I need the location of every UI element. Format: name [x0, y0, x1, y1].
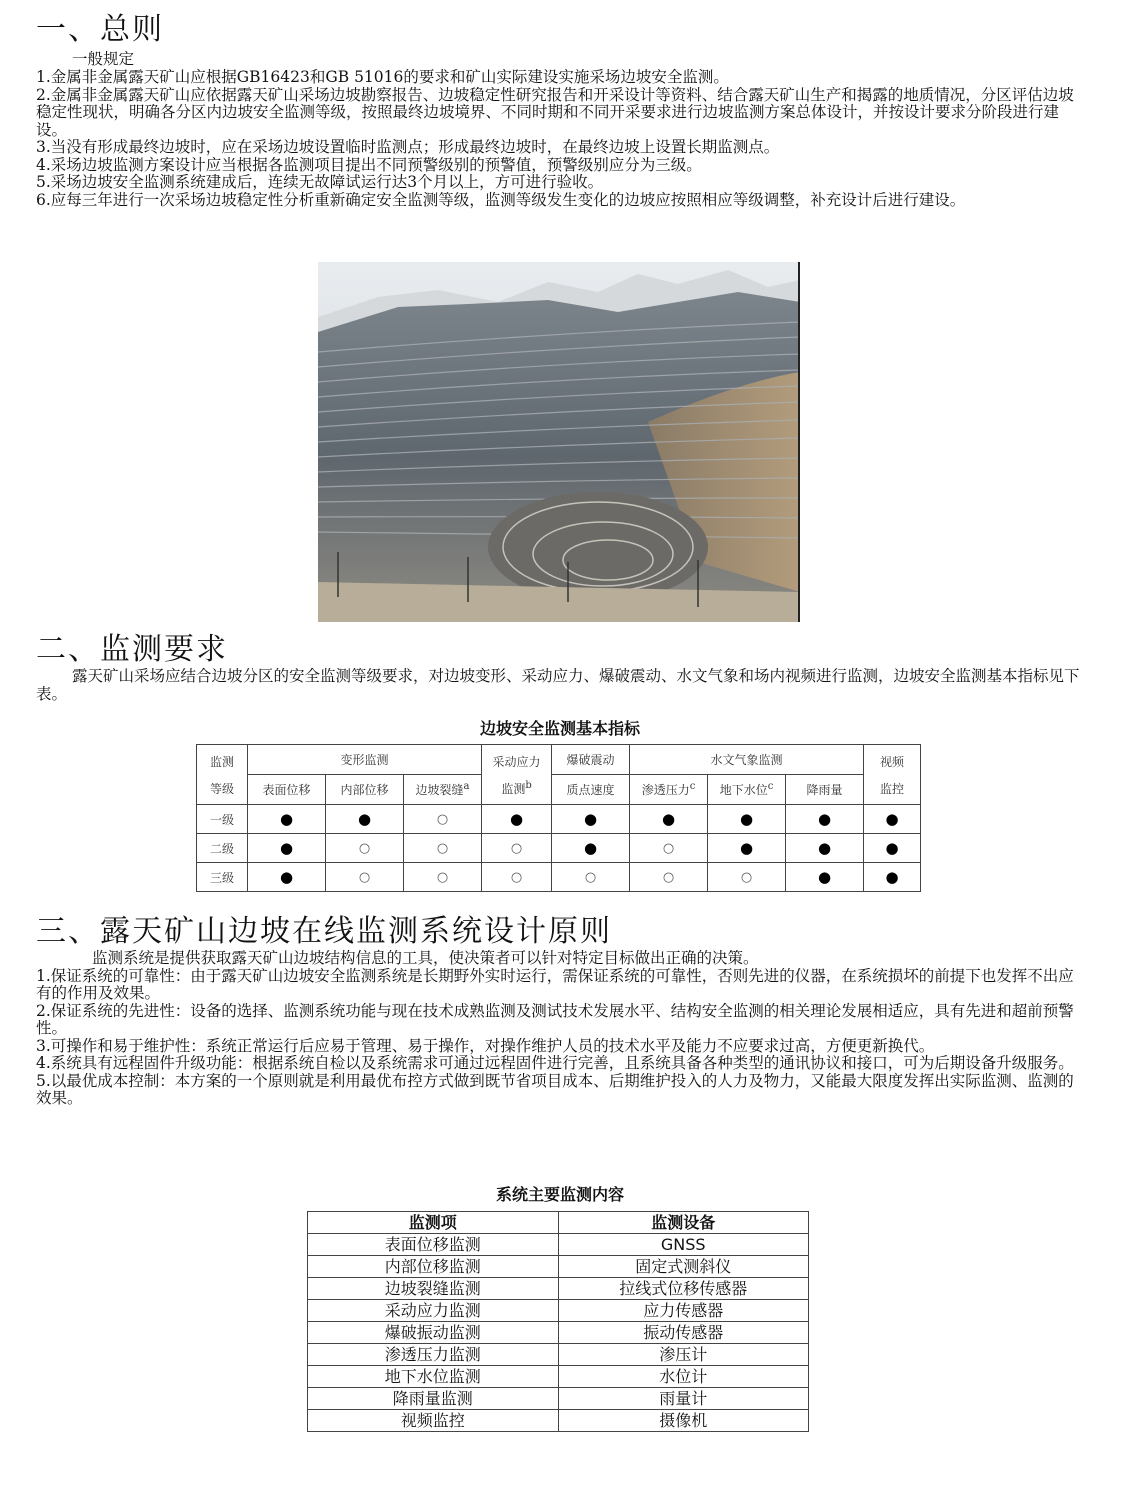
- monitoring-item-cell: 爆破振动监测: [308, 1322, 559, 1344]
- header-rain: 降雨量: [786, 775, 864, 805]
- required-dot-icon: ●: [248, 805, 326, 834]
- table2-row: [308, 1234, 809, 1256]
- table2-row: [308, 1366, 809, 1388]
- header-crack: [404, 775, 482, 805]
- header-stress-line2: [482, 780, 551, 797]
- table1-title: 边坡安全监测基本指标: [479, 719, 640, 738]
- section1-item: 2.金属非金属露天矿山应依据露天矿山采场边坡勘察报告、边坡稳定性研究报告和开采设计等资料、结合露天矿山生产和揭露的地质情况，分区评估边坡稳定性现状，明确各分区内边坡安全监测等级，按照最终边坡境界、不同时期和不同开采要求进行边坡监测方案总体设计，并按设计要求分阶段进行建设。: [36, 85, 1074, 139]
- monitoring-device-cell: 渗压计: [558, 1344, 809, 1366]
- header-crack-text: 边坡裂缝: [415, 783, 464, 797]
- table2-header-item: 监测项: [308, 1212, 559, 1234]
- footnote-mark: a: [463, 781, 470, 792]
- header-stress: [482, 745, 552, 805]
- table2-header-device: 监测设备: [558, 1212, 809, 1234]
- required-dot-icon: ●: [482, 805, 552, 834]
- monitoring-item-cell: 表面位移监测: [308, 1234, 559, 1256]
- optional-circle-icon: ○: [630, 834, 708, 863]
- table1-row: [197, 805, 921, 834]
- table1-row: [197, 834, 921, 863]
- monitoring-device-cell: 应力传感器: [558, 1300, 809, 1322]
- open-pit-mine-photo: [318, 262, 800, 622]
- section1-body: [36, 69, 1081, 209]
- section1-item: 3.当没有形成最终边坡时，应在采场边坡设置临时监测点；形成最终边坡时，在最终边坡上设置长期监测点。: [36, 138, 780, 156]
- monitoring-item-cell: 边坡裂缝监测: [308, 1278, 559, 1300]
- monitoring-device-cell: 水位计: [558, 1366, 809, 1388]
- required-dot-icon: ●: [326, 805, 404, 834]
- level-cell: 二级: [197, 834, 248, 863]
- required-dot-icon: ●: [786, 863, 864, 892]
- system-monitoring-table: [307, 1211, 809, 1432]
- section3-item: 1.保证系统的可靠性：由于露天矿山边坡安全监测系统是长期野外实时运行，需保证系统的可靠性，否则先进的仪器，在系统损坏的前提下也发挥不出应有的作用及效果。: [36, 966, 1074, 1002]
- header-stress-line1: 采动应力: [492, 754, 541, 769]
- header-level-line1: 监测: [209, 754, 234, 769]
- section3-item: 4.系统具有远程固件升级功能：根据系统自检以及系统需求可通过远程固件进行完善，且系统具备各种类型的通讯协议和接口，可为后期设备升级服务。: [36, 1054, 1074, 1072]
- section1-title: 一、总则: [36, 12, 164, 47]
- header-water: [708, 775, 786, 805]
- required-dot-icon: ●: [248, 863, 326, 892]
- monitoring-device-cell: 拉线式位移传感器: [558, 1278, 809, 1300]
- table2-row: [308, 1388, 809, 1410]
- table2-body: [308, 1234, 809, 1432]
- optional-circle-icon: ○: [708, 863, 786, 892]
- required-dot-icon: ●: [786, 834, 864, 863]
- monitoring-device-cell: 摄像机: [558, 1410, 809, 1432]
- monitoring-item-cell: 降雨量监测: [308, 1388, 559, 1410]
- required-dot-icon: ●: [864, 805, 921, 834]
- table2-title: 系统主要监测内容: [495, 1185, 624, 1204]
- required-dot-icon: ●: [786, 805, 864, 834]
- table2-row: [308, 1300, 809, 1322]
- table2-row: [308, 1256, 809, 1278]
- table1-body: [197, 805, 921, 892]
- required-dot-icon: ●: [630, 805, 708, 834]
- section2-title: 二、监测要求: [36, 632, 228, 667]
- monitoring-item-cell: 地下水位监测: [308, 1366, 559, 1388]
- footnote-mark: b: [525, 779, 532, 791]
- required-dot-icon: ●: [864, 863, 921, 892]
- optional-circle-icon: ○: [482, 863, 552, 892]
- monitoring-device-cell: 雨量计: [558, 1388, 809, 1410]
- header-blast: 爆破震动: [552, 745, 630, 775]
- header-water-text: 地下水位: [719, 783, 768, 797]
- optional-circle-icon: ○: [630, 863, 708, 892]
- section3-item: 5.以最优成本控制：本方案的一个原则就是利用最优布控方式做到既节省项目成本、后期维护投入的人力及物力，又能最大限度发挥出实际监测、监测的效果。: [36, 1071, 1074, 1107]
- required-dot-icon: ●: [248, 834, 326, 863]
- table1-row: [197, 863, 921, 892]
- monitoring-device-cell: 振动传感器: [558, 1322, 809, 1344]
- header-level: [197, 745, 248, 805]
- optional-circle-icon: ○: [326, 834, 404, 863]
- section3-intro: 监测系统是提供获取露天矿山边坡结构信息的工具，使决策者可以针对特定目标做出正确的决策。: [92, 949, 759, 967]
- header-seepage-text: 渗透压力: [641, 783, 690, 797]
- monitoring-item-cell: 采动应力监测: [308, 1300, 559, 1322]
- optional-circle-icon: ○: [404, 805, 482, 834]
- optional-circle-icon: ○: [552, 863, 630, 892]
- section3-item: 2.保证系统的先进性：设备的选择、监测系统功能与现在技术成熟监测及测试技术发展水平、结构安全监测的相关理论发展相适应，具有先进和超前预警性。: [36, 1001, 1074, 1037]
- header-deform: 变形监测: [248, 745, 482, 775]
- section2-intro: 露天矿山采场应结合边坡分区的安全监测等级要求，对边坡变形、采动应力、爆破震动、水文气象和场内视频进行监测，边坡安全监测基本指标见下表。: [36, 667, 1080, 703]
- section1-item: 5.采场边坡安全监测系统建成后，连续无故障试运行达3个月以上，方可进行验收。: [36, 173, 604, 191]
- table2-row: [308, 1344, 809, 1366]
- required-dot-icon: ●: [864, 834, 921, 863]
- header-surface: 表面位移: [248, 775, 326, 805]
- required-dot-icon: ●: [552, 805, 630, 834]
- table2-row: [308, 1322, 809, 1344]
- header-velocity: 质点速度: [552, 775, 630, 805]
- header-hydro: 水文气象监测: [630, 745, 864, 775]
- optional-circle-icon: ○: [482, 834, 552, 863]
- header-stress-text: 监测: [501, 781, 526, 796]
- header-video: [864, 745, 921, 805]
- header-video-line1: 视频: [880, 754, 905, 769]
- optional-circle-icon: ○: [326, 863, 404, 892]
- level-cell: 一级: [197, 805, 248, 834]
- optional-circle-icon: ○: [404, 863, 482, 892]
- section1-item: 4.采场边坡监测方案设计应当根据各监测项目提出不同预警级别的预警值，预警级别应分为三级。: [36, 155, 702, 174]
- section1-subtitle: 一般规定: [72, 50, 135, 68]
- monitoring-item-cell: 渗透压力监测: [308, 1344, 559, 1366]
- section3-title: 三、露天矿山边坡在线监测系统设计原则: [36, 914, 612, 949]
- monitoring-item-cell: 视频监控: [308, 1410, 559, 1432]
- header-video-line2: 监控: [880, 781, 905, 796]
- header-internal: 内部位移: [326, 775, 404, 805]
- header-level-line2: 等级: [209, 781, 234, 796]
- required-dot-icon: ●: [708, 805, 786, 834]
- optional-circle-icon: ○: [404, 834, 482, 863]
- monitoring-indicators-table: [196, 744, 921, 892]
- footnote-mark: c: [767, 781, 774, 792]
- table2-row: [308, 1410, 809, 1432]
- section3-body: [36, 950, 1081, 1108]
- required-dot-icon: ●: [552, 834, 630, 863]
- level-cell: 三级: [197, 863, 248, 892]
- table2-row: [308, 1278, 809, 1300]
- monitoring-device-cell: GNSS: [558, 1234, 809, 1256]
- required-dot-icon: ●: [708, 834, 786, 863]
- section1-item: 6.应每三年进行一次采场边坡稳定性分析重新确定安全监测等级，监测等级发生变化的边坡应按照相应等级调整，补充设计后进行建设。: [36, 190, 966, 209]
- header-seepage: [630, 775, 708, 805]
- section1-item: 1.金属非金属露天矿山应根据GB16423和GB 51016的要求和矿山实际建设实施采场边坡安全监测。: [36, 68, 729, 86]
- monitoring-device-cell: 固定式测斜仪: [558, 1256, 809, 1278]
- footnote-mark: c: [689, 781, 696, 792]
- monitoring-item-cell: 内部位移监测: [308, 1256, 559, 1278]
- section3-item: 3.可操作和易于维护性：系统正常运行后应易于管理、易于操作，对操作维护人员的技术水平及能力不应要求过高，方便更新换代。: [36, 1036, 935, 1055]
